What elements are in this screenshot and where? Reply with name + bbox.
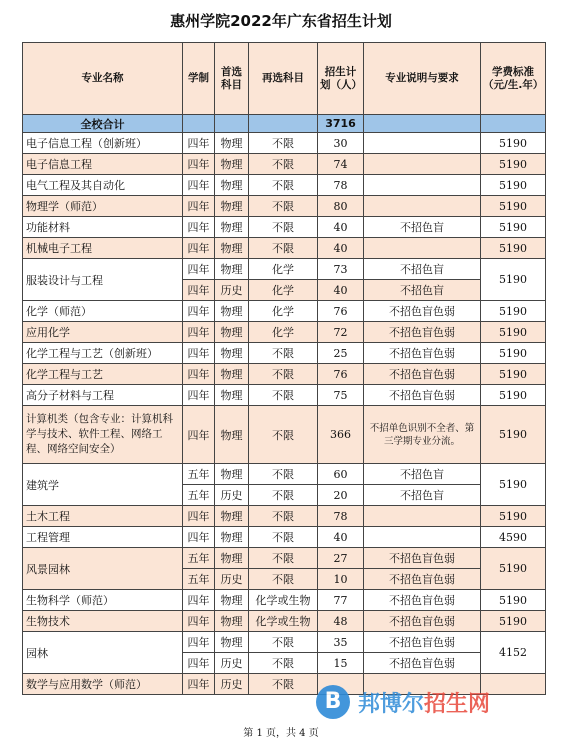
major-name: 物理学（师范） <box>23 196 183 217</box>
first-subject: 物理 <box>215 217 249 238</box>
page-footer: 第 1 页，共 4 页 <box>243 728 319 739</box>
first-subject: 物理 <box>215 506 249 527</box>
fee: 5190 <box>481 506 546 527</box>
first-subject: 物理 <box>215 133 249 154</box>
table-row <box>23 406 546 464</box>
years: 五年 <box>183 548 215 569</box>
note: 不招色盲色弱 <box>364 632 481 653</box>
first-subject: 物理 <box>215 238 249 259</box>
note: 不招色盲色弱 <box>364 653 481 674</box>
plan: 78 <box>318 506 364 527</box>
fee: 5190 <box>481 343 546 364</box>
first-subject: 物理 <box>215 154 249 175</box>
plan: 30 <box>318 133 364 154</box>
note <box>364 506 481 527</box>
plan: 40 <box>318 280 364 301</box>
plan: 60 <box>318 464 364 485</box>
table-row <box>23 385 546 406</box>
first-subject: 物理 <box>215 364 249 385</box>
second-subject: 不限 <box>249 406 318 464</box>
watermark-text: 邦博尔招生网 <box>358 692 491 717</box>
enrollment-table <box>22 42 546 695</box>
second-subject: 不限 <box>249 674 318 695</box>
first-subject: 物理 <box>215 259 249 280</box>
header-name: 专业名称 <box>23 43 183 115</box>
fee: 5190 <box>481 406 546 464</box>
plan: 73 <box>318 259 364 280</box>
years: 四年 <box>183 280 215 301</box>
plan: 80 <box>318 196 364 217</box>
major-name: 化学工程与工艺（创新班） <box>23 343 183 364</box>
first-subject: 历史 <box>215 653 249 674</box>
table-header-row <box>23 43 546 115</box>
second-subject: 不限 <box>249 385 318 406</box>
first-subject: 物理 <box>215 590 249 611</box>
table-row <box>23 506 546 527</box>
first-subject: 物理 <box>215 322 249 343</box>
note: 不招色盲色弱 <box>364 590 481 611</box>
years: 四年 <box>183 632 215 653</box>
first-subject: 历史 <box>215 485 249 506</box>
second-subject: 不限 <box>249 527 318 548</box>
fee: 5190 <box>481 175 546 196</box>
plan: 72 <box>318 322 364 343</box>
years: 四年 <box>183 301 215 322</box>
note <box>364 196 481 217</box>
note: 不招色盲色弱 <box>364 364 481 385</box>
years: 四年 <box>183 175 215 196</box>
fee: 4152 <box>481 632 546 674</box>
table-row <box>23 527 546 548</box>
years: 四年 <box>183 196 215 217</box>
years: 四年 <box>183 527 215 548</box>
plan: 77 <box>318 590 364 611</box>
second-subject: 不限 <box>249 548 318 569</box>
note: 不招色盲 <box>364 485 481 506</box>
major-name: 土木工程 <box>23 506 183 527</box>
plan: 25 <box>318 343 364 364</box>
first-subject: 历史 <box>215 280 249 301</box>
fee: 5190 <box>481 217 546 238</box>
major-name: 化学工程与工艺 <box>23 364 183 385</box>
plan: 40 <box>318 217 364 238</box>
second-subject: 不限 <box>249 175 318 196</box>
major-name: 电子信息工程 <box>23 154 183 175</box>
major-name: 机械电子工程 <box>23 238 183 259</box>
table-row <box>23 196 546 217</box>
second-subject: 化学 <box>249 259 318 280</box>
years: 四年 <box>183 238 215 259</box>
header-second-subject: 再选科目 <box>249 43 318 115</box>
years: 四年 <box>183 259 215 280</box>
first-subject: 物理 <box>215 301 249 322</box>
first-subject: 物理 <box>215 196 249 217</box>
years: 四年 <box>183 653 215 674</box>
second-subject: 化学或生物 <box>249 590 318 611</box>
major-name: 电子信息工程（创新班） <box>23 133 183 154</box>
note: 不招色盲色弱 <box>364 569 481 590</box>
note <box>364 154 481 175</box>
plan: 27 <box>318 548 364 569</box>
second-subject: 不限 <box>249 364 318 385</box>
major-name: 数学与应用数学（师范） <box>23 674 183 695</box>
major-name: 工程管理 <box>23 527 183 548</box>
note: 不招色盲色弱 <box>364 322 481 343</box>
note: 不招色盲 <box>364 259 481 280</box>
years: 四年 <box>183 611 215 632</box>
years: 四年 <box>183 217 215 238</box>
second-subject: 不限 <box>249 506 318 527</box>
plan: 40 <box>318 238 364 259</box>
plan: 35 <box>318 632 364 653</box>
note: 不招色盲色弱 <box>364 385 481 406</box>
first-subject: 物理 <box>215 632 249 653</box>
note <box>364 175 481 196</box>
plan: 75 <box>318 385 364 406</box>
total-label: 全校合计 <box>23 115 183 133</box>
second-subject: 不限 <box>249 485 318 506</box>
fee: 5190 <box>481 590 546 611</box>
major-name: 化学（师范） <box>23 301 183 322</box>
first-subject: 历史 <box>215 569 249 590</box>
second-subject: 化学 <box>249 322 318 343</box>
years: 四年 <box>183 343 215 364</box>
fee: 5190 <box>481 464 546 506</box>
major-name: 生物科学（师范） <box>23 590 183 611</box>
major-name: 建筑学 <box>23 464 183 506</box>
first-subject: 物理 <box>215 527 249 548</box>
table-row <box>23 364 546 385</box>
plan: 15 <box>318 653 364 674</box>
years: 四年 <box>183 133 215 154</box>
years: 四年 <box>183 674 215 695</box>
major-name: 生物技术 <box>23 611 183 632</box>
table-row <box>23 343 546 364</box>
table-row <box>23 322 546 343</box>
table-row <box>23 301 546 322</box>
plan: 74 <box>318 154 364 175</box>
fee: 5190 <box>481 196 546 217</box>
table-row <box>23 154 546 175</box>
years: 四年 <box>183 590 215 611</box>
note <box>364 238 481 259</box>
table-row <box>23 133 546 154</box>
table-row <box>23 632 546 653</box>
second-subject: 化学 <box>249 280 318 301</box>
first-subject: 物理 <box>215 548 249 569</box>
major-name: 园林 <box>23 632 183 674</box>
major-name: 高分子材料与工程 <box>23 385 183 406</box>
note: 不招色盲色弱 <box>364 301 481 322</box>
plan: 20 <box>318 485 364 506</box>
note: 不招色盲色弱 <box>364 548 481 569</box>
note <box>364 527 481 548</box>
header-note: 专业说明与要求 <box>364 43 481 115</box>
table-row <box>23 259 546 280</box>
second-subject: 化学或生物 <box>249 611 318 632</box>
header-first-subject: 首选科目 <box>215 43 249 115</box>
fee: 5190 <box>481 322 546 343</box>
major-name: 服装设计与工程 <box>23 259 183 301</box>
table-row <box>23 464 546 485</box>
first-subject: 历史 <box>215 674 249 695</box>
years: 四年 <box>183 154 215 175</box>
major-name: 应用化学 <box>23 322 183 343</box>
second-subject: 不限 <box>249 653 318 674</box>
fee: 4590 <box>481 527 546 548</box>
note: 不招色盲 <box>364 217 481 238</box>
plan: 40 <box>318 527 364 548</box>
years: 五年 <box>183 485 215 506</box>
years: 五年 <box>183 569 215 590</box>
major-name: 计算机类（包含专业：计算机科学与技术、软件工程、网络工程、网络空间安全） <box>23 406 183 464</box>
years: 四年 <box>183 364 215 385</box>
note <box>364 133 481 154</box>
first-subject: 物理 <box>215 406 249 464</box>
second-subject: 化学 <box>249 301 318 322</box>
second-subject: 不限 <box>249 569 318 590</box>
plan: 78 <box>318 175 364 196</box>
major-name: 风景园林 <box>23 548 183 590</box>
second-subject: 不限 <box>249 238 318 259</box>
table-row <box>23 238 546 259</box>
fee: 5190 <box>481 259 546 301</box>
years: 五年 <box>183 464 215 485</box>
fee: 5190 <box>481 238 546 259</box>
fee: 5190 <box>481 154 546 175</box>
note: 不招色盲 <box>364 464 481 485</box>
plan: 366 <box>318 406 364 464</box>
header-fee: 学费标准（元/生.年） <box>481 43 546 115</box>
second-subject: 不限 <box>249 196 318 217</box>
first-subject: 物理 <box>215 343 249 364</box>
note: 不招色盲色弱 <box>364 343 481 364</box>
years: 四年 <box>183 406 215 464</box>
plan: 10 <box>318 569 364 590</box>
plan: 48 <box>318 611 364 632</box>
table-row <box>23 548 546 569</box>
note: 不招单色识别不全者、第三学期专业分流。 <box>364 406 481 464</box>
major-name: 功能材料 <box>23 217 183 238</box>
total-plan: 3716 <box>318 115 364 133</box>
total-row <box>23 115 546 133</box>
fee: 5190 <box>481 364 546 385</box>
first-subject: 物理 <box>215 175 249 196</box>
fee: 5190 <box>481 548 546 590</box>
fee: 5190 <box>481 385 546 406</box>
second-subject: 不限 <box>249 632 318 653</box>
years: 四年 <box>183 385 215 406</box>
second-subject: 不限 <box>249 464 318 485</box>
table-row <box>23 217 546 238</box>
fee: 5190 <box>481 301 546 322</box>
first-subject: 物理 <box>215 464 249 485</box>
second-subject: 不限 <box>249 217 318 238</box>
note: 不招色盲 <box>364 280 481 301</box>
logo-b-icon: B <box>316 685 350 719</box>
header-years: 学制 <box>183 43 215 115</box>
table-row <box>23 611 546 632</box>
page-title: 惠州学院2022年广东省招生计划 <box>170 12 392 30</box>
years: 四年 <box>183 506 215 527</box>
fee: 5190 <box>481 611 546 632</box>
note: 不招色盲色弱 <box>364 611 481 632</box>
second-subject: 不限 <box>249 343 318 364</box>
plan: 76 <box>318 301 364 322</box>
second-subject: 不限 <box>249 154 318 175</box>
table-row <box>23 590 546 611</box>
second-subject: 不限 <box>249 133 318 154</box>
first-subject: 物理 <box>215 385 249 406</box>
first-subject: 物理 <box>215 611 249 632</box>
fee: 5190 <box>481 133 546 154</box>
watermark-logo <box>316 685 546 721</box>
table-row <box>23 175 546 196</box>
years: 四年 <box>183 322 215 343</box>
plan: 76 <box>318 364 364 385</box>
header-plan: 招生计划（人） <box>318 43 364 115</box>
major-name: 电气工程及其自动化 <box>23 175 183 196</box>
